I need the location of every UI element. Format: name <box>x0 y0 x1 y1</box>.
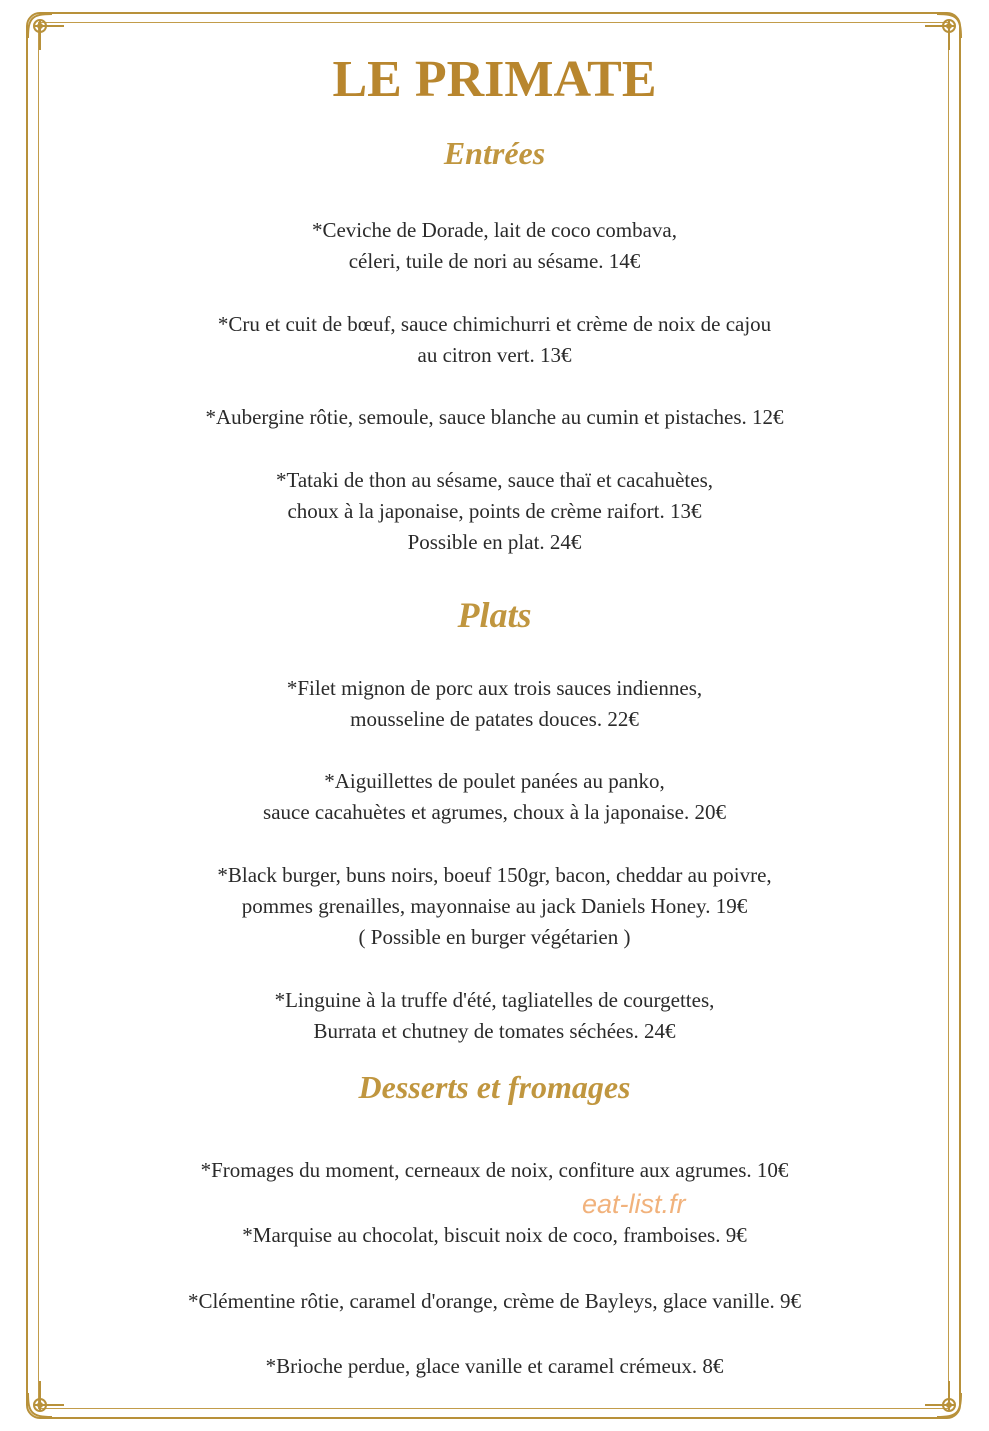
menu-item-linguine: *Linguine à la truffe d'été, tagliatelles de courgettes, Burrata et chutney de tomates séchées. 24€ <box>274 988 715 1043</box>
corner-ornament-bottom-left <box>24 1377 68 1421</box>
section-title-entrees: Entrées <box>443 135 546 171</box>
menu-item-marquise: *Marquise au chocolat, biscuit noix de coco, framboises. 9€ <box>242 1223 747 1247</box>
menu-item-black-burger: *Black burger, buns noirs, boeuf 150gr, bacon, cheddar au poivre, pommes grenailles, mayonnaise au jack Daniels Honey. 19€ ( Possible en burger végétarien ) <box>217 863 772 949</box>
menu-item-filet-mignon: *Filet mignon de porc aux trois sauces indiennes, mousseline de patates douces. 22€ <box>286 676 703 731</box>
menu-item-tataki: *Tataki de thon au sésame, sauce thaï et cacahuètes, choux à la japonaise, points de crème raifort. 13€ Possible en plat. 24€ <box>275 468 713 554</box>
section-title-plats: Plats <box>457 595 532 635</box>
corner-ornament-bottom-right <box>921 1377 965 1421</box>
menu-item-aiguillettes: *Aiguillettes de poulet panées au panko, sauce cacahuètes et agrumes, choux à la japonaise. 20€ <box>263 769 726 824</box>
menu-item-clementine: *Clémentine rôtie, caramel d'orange, crème de Bayleys, glace vanille. 9€ <box>187 1289 802 1313</box>
menu-item-fromages: *Fromages du moment, cerneaux de noix, confiture aux agrumes. 10€ <box>200 1158 789 1182</box>
menu-item-brioche: *Brioche perdue, glace vanille et caramel crémeux. 8€ <box>265 1354 724 1378</box>
restaurant-name: LE PRIMATE <box>332 51 657 108</box>
menu-item-aubergine: *Aubergine rôtie, semoule, sauce blanche au cumin et pistaches. 12€ <box>205 405 784 429</box>
corner-ornament-top-left <box>24 10 68 54</box>
corner-ornament-top-right <box>921 10 965 54</box>
menu-item-cru-et-cuit: *Cru et cuit de bœuf, sauce chimichurri et crème de noix de cajou au citron vert. 13€ <box>217 312 772 367</box>
watermark: eat-list.fr <box>582 1189 686 1219</box>
section-title-desserts: Desserts et fromages <box>358 1069 631 1105</box>
menu-item-ceviche: *Ceviche de Dorade, lait de coco combava, céleri, tuile de nori au sésame. 14€ <box>311 218 677 273</box>
